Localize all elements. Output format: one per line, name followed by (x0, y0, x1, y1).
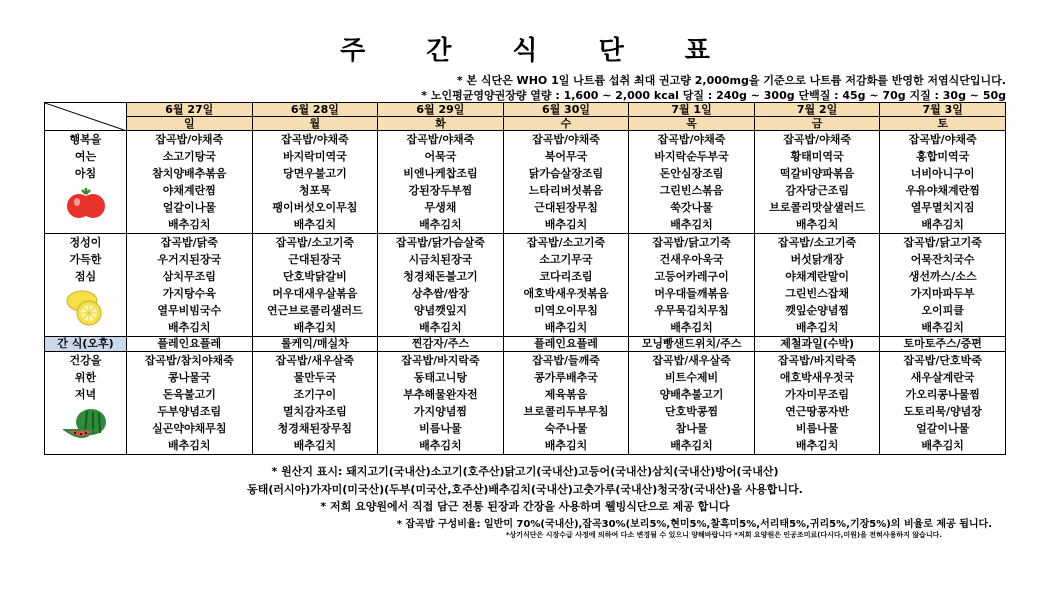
menu-item: 잡곡밥/닭고기죽 (903, 236, 982, 249)
menu-cell (378, 234, 504, 337)
meal-label (45, 234, 126, 285)
menu-item: 단호박닭갈비 (282, 270, 347, 283)
breakfast-row (45, 131, 1006, 234)
menu-item: 배추김치 (293, 321, 337, 334)
menu-item: 깻잎순양념찜 (785, 304, 849, 317)
menu-item: 배추김치 (921, 439, 964, 452)
date-header-row (45, 103, 1006, 117)
menu-item: 얼갈이나물 (162, 201, 216, 214)
menu-item: 홍합미역국 (916, 150, 970, 163)
weekday-cell: 금 (754, 117, 880, 131)
watermelon-icon (63, 406, 109, 447)
menu-cell (378, 131, 504, 234)
menu-item: 비름나물 (795, 422, 839, 435)
menu-item: 미역오이무침 (534, 304, 598, 317)
meal-label-line: 건강을 (69, 354, 102, 367)
menu-item: 배추김치 (921, 218, 964, 231)
menu-item: 배추김치 (795, 218, 839, 231)
menu-item: 우무묵김치무침 (654, 304, 729, 317)
menu-item: 느타리버섯볶음 (528, 184, 604, 197)
page-title: 주 간 식 단 표 (340, 36, 736, 66)
breakfast-row-label (45, 131, 127, 234)
menu-item: 배추김치 (670, 218, 713, 231)
menu-item: 돈육불고기 (162, 388, 216, 401)
menu-item: 배추김치 (419, 321, 462, 334)
menu-item: 소고기탕국 (162, 150, 216, 163)
menu-item: 비트수제비 (664, 371, 719, 384)
menu-item: 부추해물완자전 (403, 388, 478, 401)
menu-cell (252, 131, 378, 234)
menu-item: 청포묵 (298, 184, 331, 197)
menu-item: 쑥갓나물 (670, 201, 713, 214)
menu-cell (754, 234, 880, 337)
menu-item: 청경채된장무침 (277, 422, 353, 435)
weekday-header-row (45, 117, 1006, 131)
meal-label-line: 가득한 (69, 253, 102, 266)
menu-item: 잡곡밥/바지락죽 (777, 354, 857, 367)
menu-item: 머우대들깨볶음 (654, 287, 729, 300)
menu-item: 닭가슴살장조림 (528, 167, 604, 180)
weekday-cell: 화 (378, 117, 504, 131)
weekly-menu-table (44, 102, 1006, 455)
menu-item: 배추김치 (293, 218, 337, 231)
menu-cell (127, 352, 253, 455)
menu-item: 실곤약야채무침 (152, 422, 227, 435)
origin-note-line1: * 원산지 표시: 돼지고기(국내산)소고기(호주산)닭고기(국내산)고등어(국내산)삼치(국내산)방어(국내산) (271, 465, 779, 478)
menu-item: 잡곡밥/야채죽 (155, 133, 224, 146)
date-cell: 7월 3일 (880, 103, 1006, 117)
meal-label-line: 저녁 (74, 388, 97, 401)
menu-item: 잡곡밥/야채죽 (908, 133, 977, 146)
menu-item: 떡갈비양파볶음 (779, 167, 855, 180)
menu-item: 열무비빔국수 (157, 304, 222, 317)
origin-note-line2: 동태(러시아)가자미(미국산)(두부(미국산,호주산)배추김치(국내산)고춧가루(국내산)청국장(국내산)을 사용합니다. (247, 483, 803, 496)
menu-item: 소고기무국 (539, 253, 593, 266)
menu-item: 야채계란찜 (162, 184, 216, 197)
menu-item: 양배추불고기 (659, 388, 724, 401)
dinner-row-label (45, 352, 127, 455)
meal-label-line: 점심 (74, 270, 97, 283)
snack-item: 찐감자/주스 (378, 337, 504, 352)
menu-item: 연근땅콩자반 (785, 405, 849, 418)
weekday-cell: 목 (629, 117, 755, 131)
menu-item: 버섯닭개장 (790, 253, 844, 266)
menu-item: 잡곡밥/바지락죽 (401, 354, 480, 367)
menu-item: 도토리묵/양념장 (903, 405, 982, 418)
menu-item: 어묵국 (424, 150, 457, 163)
menu-item: 브로콜리두부무침 (523, 405, 609, 418)
menu-item: 우유야채계란찜 (905, 184, 980, 197)
menu-item: 강된장두부찜 (408, 184, 473, 197)
date-cell: 6월 27일 (127, 103, 253, 117)
menu-item: 애호박새우젓볶음 (523, 287, 609, 300)
menu-item: 생선까스/소스 (908, 270, 977, 283)
menu-item: 양념깻잎지 (413, 304, 467, 317)
dinner-row (45, 352, 1006, 455)
snack-item: 플레인요플레 (127, 337, 253, 352)
menu-item: 잡곡밥/야채죽 (657, 133, 726, 146)
menu-item: 배추김치 (795, 439, 839, 452)
menu-cell (503, 352, 629, 455)
date-cell: 6월 28일 (252, 103, 378, 117)
sodium-note: * 본 식단은 WHO 1일 나트륨 섭취 최대 권고량 2,000mg을 기준으로 나트륨 저감화를 반영한 저염식단입니다. (456, 74, 1006, 87)
meal-label-line: 아침 (74, 167, 97, 180)
date-cell: 6월 29일 (378, 103, 504, 117)
menu-item: 가오리콩나물찜 (905, 388, 980, 401)
menu-item: 숙주나물 (544, 422, 588, 435)
grain-ratio-note: * 잡곡밥 구성비율: 일반미 70%(국내산),잡곡30%(보리5%,현미5%,찰흑미5%,서리태5%,귀리5%,기장5%)의 비율로 제공 됩니다. (396, 519, 992, 530)
menu-item: 야채계란말이 (785, 270, 849, 283)
snack-item: 제철과일(수박) (754, 337, 880, 352)
menu-item: 시금치된장국 (408, 253, 473, 266)
diagonal-divider-icon (45, 103, 127, 131)
menu-cell (629, 131, 755, 234)
menu-cell (880, 352, 1006, 455)
lemon-icon (65, 288, 107, 329)
menu-item: 고등어카레구이 (654, 270, 729, 283)
menu-item: 상추쌈/쌈장 (411, 287, 469, 300)
menu-cell (378, 352, 504, 455)
tomato-icon (66, 185, 106, 224)
menu-item: 잡곡밥/야채죽 (280, 133, 349, 146)
lunch-row (45, 234, 1006, 337)
menu-item: 비엔나케찹조림 (403, 167, 478, 180)
meal-label-line: 여는 (74, 150, 97, 163)
menu-item: 배추김치 (293, 439, 337, 452)
menu-item: 황태미역국 (790, 150, 844, 163)
menu-item: 배추김치 (544, 439, 588, 452)
menu-item: 잡곡밥/닭죽 (160, 236, 218, 249)
menu-item: 얼갈이나물 (916, 422, 970, 435)
welbeing-note: * 저희 요양원에서 직접 담근 전통 된장과 간장을 사용하며 웰빙식단으로 제공 합니다 (320, 500, 730, 513)
menu-item: 동태고니탕 (413, 371, 467, 384)
menu-item: 잡곡밥/야채죽 (532, 133, 600, 146)
menu-item: 비름나물 (419, 422, 462, 435)
menu-item: 잡곡밥/새우살죽 (652, 354, 731, 367)
menu-item: 배추김치 (921, 321, 964, 334)
menu-item: 잡곡밥/야채죽 (783, 133, 851, 146)
menu-cell (629, 352, 755, 455)
menu-item: 배추김치 (419, 218, 462, 231)
menu-item: 새우살계란국 (910, 371, 975, 384)
disclaimer-note: *상기식단은 시장수급 사정에 의하여 다소 변경될 수 있으니 양해바랍니다 *저희 요양원은 인공조미료(다시다,미원)을 전혀사용하지 않습니다. (505, 531, 942, 539)
menu-item: 바지락순두부국 (654, 150, 729, 163)
menu-item: 배추김치 (544, 321, 588, 334)
menu-item: 머우대새우살볶음 (272, 287, 358, 300)
menu-item: 돈안심장조림 (659, 167, 724, 180)
menu-item: 두부양념조림 (157, 405, 222, 418)
menu-item: 코다리조림 (539, 270, 593, 283)
menu-item: 배추김치 (168, 218, 211, 231)
menu-cell (252, 234, 378, 337)
menu-item: 제육볶음 (544, 388, 588, 401)
snack-label: 간 식(오후) (45, 337, 127, 352)
menu-item: 배추김치 (670, 439, 713, 452)
menu-item: 가지양념찜 (413, 405, 467, 418)
meal-label-line: 정성이 (69, 236, 102, 249)
menu-item: 열무멸치지짐 (910, 201, 975, 214)
menu-item: 잡곡밥/들깨죽 (532, 354, 600, 367)
menu-item: 잡곡밥/참치야채죽 (144, 354, 234, 367)
menu-item: 콩나물국 (168, 371, 211, 384)
menu-item: 잡곡밥/새우살죽 (275, 354, 355, 367)
nutrition-note: * 노인평균영양권장량 열량 : 1,600 ~ 2,000 kcal 당질 : 240g ~ 300g 단백질 : 45g ~ 70g 지질 : 30g ~ 50g (421, 89, 1006, 102)
meal-label-line: 위한 (74, 371, 97, 384)
date-cell: 7월 2일 (754, 103, 880, 117)
menu-item: 배추김치 (168, 439, 211, 452)
menu-item: 잡곡밥/닭고기죽 (652, 236, 731, 249)
menu-item: 배추김치 (419, 439, 462, 452)
menu-item: 그린빈스잡채 (785, 287, 849, 300)
menu-item: 우거지된장국 (157, 253, 222, 266)
menu-item: 감자당근조림 (785, 184, 849, 197)
weekday-cell: 토 (880, 117, 1006, 131)
menu-item: 조기구이 (293, 388, 337, 401)
menu-item: 물만두국 (293, 371, 337, 384)
menu-item: 삼치무조림 (162, 270, 216, 283)
menu-item: 오이피클 (921, 304, 964, 317)
menu-item: 당면우불고기 (282, 167, 347, 180)
menu-cell (127, 234, 253, 337)
menu-cell (880, 131, 1006, 234)
menu-item: 브로콜리맛살샐러드 (769, 201, 865, 214)
menu-item: 무생채 (424, 201, 457, 214)
menu-item: 그린빈스볶음 (659, 184, 724, 197)
menu-item: 배추김치 (795, 321, 839, 334)
menu-item: 배추김치 (670, 321, 713, 334)
menu-cell (503, 131, 629, 234)
menu-item: 북어무국 (544, 150, 588, 163)
menu-item: 애호박새우젓국 (779, 371, 855, 384)
weekday-cell: 일 (127, 117, 253, 131)
meal-label-line: 행복을 (69, 133, 102, 146)
menu-cell (127, 131, 253, 234)
menu-cell (754, 131, 880, 234)
menu-item: 참치양배추볶음 (152, 167, 227, 180)
menu-item: 바지락미역국 (282, 150, 347, 163)
menu-item: 잡곡밥/소고기죽 (777, 236, 857, 249)
menu-item: 배추김치 (544, 218, 588, 231)
menu-item: 잡곡밥/닭가슴살죽 (395, 236, 485, 249)
menu-item: 잡곡밥/단호박죽 (903, 354, 982, 367)
snack-item: 플레인요플레 (503, 337, 629, 352)
menu-item: 콩가루배추국 (534, 371, 598, 384)
menu-item: 가지마파두부 (910, 287, 975, 300)
lunch-row-label (45, 234, 127, 337)
date-cell: 6월 30일 (503, 103, 629, 117)
meal-label (45, 131, 126, 182)
menu-item: 가지탕수육 (162, 287, 216, 300)
menu-item: 연근브로콜리샐러드 (267, 304, 363, 317)
header-corner-cell (45, 103, 127, 131)
menu-item: 가자미무조림 (785, 388, 849, 401)
snack-item: 모닝빵샌드위치/주스 (629, 337, 755, 352)
snack-row (45, 337, 1006, 352)
menu-item: 잡곡밥/소고기죽 (275, 236, 355, 249)
weekday-cell: 수 (503, 117, 629, 131)
meal-label (45, 352, 126, 403)
menu-cell (880, 234, 1006, 337)
menu-item: 근대된장국 (288, 253, 342, 266)
menu-item: 너비아니구이 (910, 167, 975, 180)
menu-item: 단호박콩찜 (664, 405, 719, 418)
menu-cell (754, 352, 880, 455)
menu-item: 근대된장무침 (534, 201, 598, 214)
menu-item: 배추김치 (168, 321, 211, 334)
weekday-cell: 월 (252, 117, 378, 131)
menu-item: 청경채돈불고기 (403, 270, 478, 283)
menu-item: 참나물 (675, 422, 708, 435)
date-cell: 7월 1일 (629, 103, 755, 117)
menu-item: 어묵잔치국수 (910, 253, 975, 266)
snack-item: 롤케익/매실차 (252, 337, 378, 352)
snack-item: 토마토주스/증편 (880, 337, 1006, 352)
menu-cell (629, 234, 755, 337)
menu-cell (252, 352, 378, 455)
menu-cell (503, 234, 629, 337)
menu-item: 팽이버섯오이무침 (272, 201, 358, 214)
menu-item: 멸치감자조림 (282, 405, 347, 418)
menu-item: 잡곡밥/야채죽 (406, 133, 475, 146)
menu-item: 잡곡밥/소고기죽 (526, 236, 606, 249)
menu-item: 건새우아욱국 (659, 253, 724, 266)
